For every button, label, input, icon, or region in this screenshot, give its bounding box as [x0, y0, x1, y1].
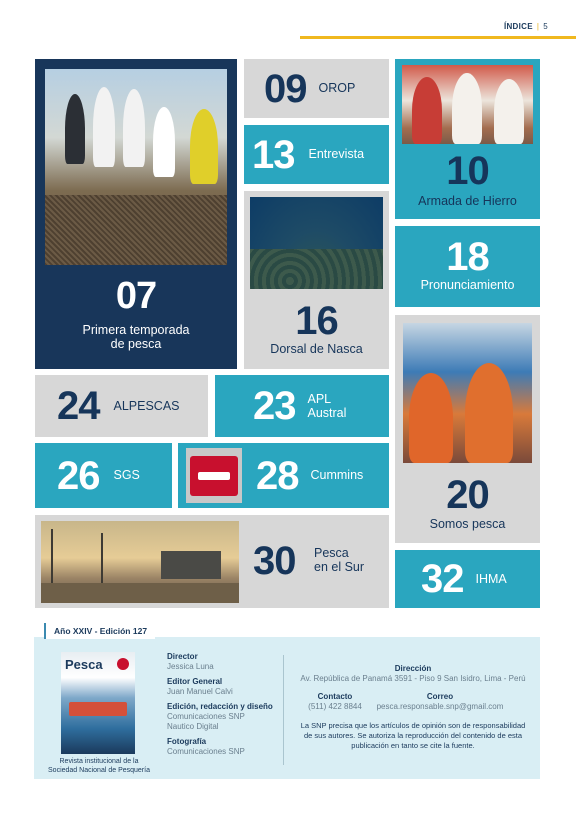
tile-32[interactable]	[395, 550, 540, 608]
section-title: ÍNDICE	[503, 22, 533, 31]
contact-block	[290, 664, 536, 684]
armada-team-photo	[402, 65, 533, 144]
contact-phone: (511) 422 8844	[308, 702, 362, 711]
tile-label: Entrevista	[308, 147, 365, 162]
tile-number: 13	[252, 132, 295, 177]
tile-number: 07	[115, 275, 157, 317]
tile-label: IHMA	[475, 571, 507, 586]
page-number: 5	[543, 22, 548, 31]
tile-label	[314, 546, 364, 575]
tile-label-line: de pesca	[110, 337, 162, 352]
tile-07[interactable]	[35, 59, 237, 369]
tile-13[interactable]	[244, 125, 389, 184]
cover-caption	[40, 757, 158, 775]
tile-number: 24	[57, 384, 100, 428]
tile-16[interactable]	[244, 191, 389, 369]
tile-label: Cummins	[310, 468, 364, 483]
tile-number: 30	[253, 539, 296, 583]
disclaimer-line: de sus autores. Se autoriza la reproducción del contenido de esta	[303, 731, 523, 740]
page-header	[504, 22, 548, 31]
tile-label-line: Pesca	[314, 546, 349, 560]
snp-logo-icon	[117, 658, 129, 670]
tile-label-line: APL	[307, 391, 332, 406]
tile-18[interactable]	[395, 226, 540, 307]
header-rule	[300, 36, 576, 39]
tile-number: 23	[253, 384, 296, 428]
credit-role: Edición, redacción y diseño	[167, 702, 273, 711]
magazine-cover-image	[61, 652, 135, 754]
tile-24[interactable]	[35, 375, 208, 437]
contact-title: Contacto	[317, 692, 353, 701]
edition-label: Año XXIV - Edición 127	[44, 623, 155, 639]
tile-10[interactable]	[395, 59, 540, 219]
cover-caption-line: Revista institucional de la	[59, 758, 139, 765]
header-separator: |	[536, 22, 540, 31]
tile-label: ALPESCAS	[113, 398, 180, 413]
address-text: Av. República de Panamá 3591 - Piso 9 San Isidro, Lima - Perú	[300, 674, 526, 683]
disclaimer	[290, 721, 536, 751]
tile-number: 26	[57, 453, 100, 498]
tile-26[interactable]	[35, 443, 172, 508]
tile-23[interactable]	[215, 375, 389, 437]
tile-number: 09	[264, 66, 307, 111]
tile-number: 32	[421, 557, 464, 601]
tile-label: Somos pesca	[429, 517, 506, 531]
phone-block	[295, 692, 375, 712]
credits-list	[167, 652, 287, 757]
tile-label: Pronunciamiento	[420, 278, 515, 292]
tile-number: 28	[256, 453, 299, 498]
tile-label: Armada de Hierro	[418, 194, 517, 208]
footer-divider	[283, 655, 284, 765]
tile-label-line: Primera temporada	[82, 323, 190, 337]
tile-number: 20	[446, 473, 489, 517]
tile-number: 10	[446, 149, 489, 193]
address-title: Dirección	[394, 664, 432, 673]
email-title: Correo	[426, 692, 454, 701]
tile-number: 18	[446, 235, 489, 279]
fishing-crew-photo	[45, 69, 227, 265]
credit-role: Editor General	[167, 677, 223, 686]
tile-30[interactable]	[35, 515, 389, 608]
disclaimer-line: publicación en tanto se cite la fuente.	[351, 741, 475, 750]
cummins-logo-image	[186, 448, 242, 503]
tile-09[interactable]	[244, 59, 389, 118]
credit-name: Comunicaciones SNP	[167, 712, 245, 721]
tile-number: 16	[295, 299, 338, 343]
southern-port-photo	[41, 521, 239, 603]
tile-28[interactable]	[178, 443, 389, 508]
somos-pesca-photo	[403, 323, 532, 463]
credit-name: Nautico Digital	[167, 722, 219, 731]
tile-label: SGS	[113, 468, 140, 483]
tile-20[interactable]	[395, 315, 540, 543]
disclaimer-line: La SNP precisa que los artículos de opinión son de responsabilidad	[300, 721, 526, 730]
email-address[interactable]: pesca.responsable.snp@gmail.com	[376, 702, 504, 711]
credit-name: Comunicaciones SNP	[167, 747, 245, 756]
tile-label: Dorsal de Nasca	[270, 342, 363, 356]
tile-label: OROP	[318, 81, 356, 96]
credit-name: Jessica Luna	[167, 662, 214, 671]
cover-caption-line: Sociedad Nacional de Pesquería	[48, 767, 150, 774]
tile-label	[308, 392, 347, 421]
email-block	[370, 692, 510, 712]
reef-fish-photo	[250, 197, 383, 289]
cover-title: Pesca	[65, 657, 103, 672]
tile-label-line: Austral	[307, 406, 347, 420]
tile-label-line: en el Sur	[314, 560, 365, 575]
credit-role: Fotografía	[167, 737, 207, 746]
credit-role: Director	[167, 652, 198, 661]
credit-name: Juan Manuel Calvi	[167, 687, 233, 696]
tile-label	[35, 323, 237, 352]
